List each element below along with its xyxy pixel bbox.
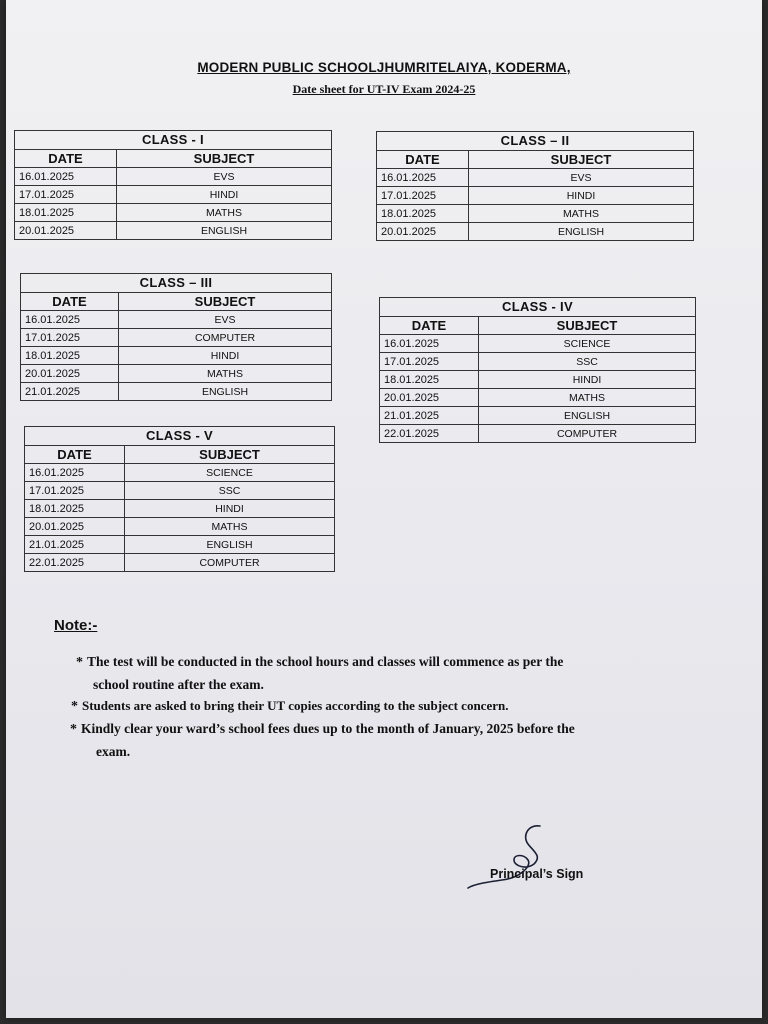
table-row <box>15 168 332 186</box>
exam-date: 16.01.2025 <box>25 464 125 482</box>
note-text: Students are asked to bring their UT copies according to the subject concern. <box>82 698 509 713</box>
exam-subject: COMPUTER <box>125 554 335 572</box>
table-row <box>15 222 332 240</box>
subject-header: SUBJECT <box>125 446 335 464</box>
exam-subject: HINDI <box>479 371 696 389</box>
table-row <box>15 204 332 222</box>
exam-subject: ENGLISH <box>117 222 332 240</box>
exam-subject: SSC <box>479 353 696 371</box>
exam-date: 18.01.2025 <box>25 500 125 518</box>
exam-subject: MATHS <box>119 365 332 383</box>
date-header: DATE <box>21 293 119 311</box>
table-row <box>380 353 696 371</box>
exam-date: 17.01.2025 <box>25 482 125 500</box>
table-row <box>21 329 332 347</box>
exam-subject: EVS <box>119 311 332 329</box>
exam-date: 16.01.2025 <box>15 168 117 186</box>
table-row <box>380 425 696 443</box>
principal-sign-label: Principal’s Sign <box>490 867 584 881</box>
date-sheet-title: Date sheet for UT-IV Exam 2024-25 <box>292 82 476 96</box>
subject-header: SUBJECT <box>117 150 332 168</box>
class-4-table <box>379 297 696 443</box>
class-title: CLASS – II <box>377 132 694 151</box>
exam-date: 20.01.2025 <box>377 223 469 241</box>
subject-header: SUBJECT <box>119 293 332 311</box>
table-row <box>377 187 694 205</box>
exam-date: 17.01.2025 <box>15 186 117 204</box>
exam-date: 22.01.2025 <box>25 554 125 572</box>
note-item-continuation <box>96 744 130 760</box>
table-row <box>377 223 694 241</box>
class-2-table <box>376 131 694 241</box>
exam-subject: MATHS <box>117 204 332 222</box>
school-name: MODERN PUBLIC SCHOOLJHUMRITELAIYA, KODERMA, <box>197 60 571 75</box>
exam-date: 20.01.2025 <box>15 222 117 240</box>
exam-date: 21.01.2025 <box>25 536 125 554</box>
exam-date: 16.01.2025 <box>377 169 469 187</box>
table-row <box>21 347 332 365</box>
exam-subject: HINDI <box>119 347 332 365</box>
exam-date: 18.01.2025 <box>21 347 119 365</box>
note-text: exam. <box>96 744 131 759</box>
note-text: The test will be conducted in the school hours and classes will commence as per the <box>87 654 564 669</box>
note-item-continuation <box>93 677 264 693</box>
asterisk-bullet: * <box>70 722 77 737</box>
exam-date: 16.01.2025 <box>21 311 119 329</box>
table-row <box>21 383 332 401</box>
note-heading: Note:- <box>54 617 98 634</box>
exam-date: 18.01.2025 <box>15 204 117 222</box>
exam-date: 20.01.2025 <box>25 518 125 536</box>
exam-date: 18.01.2025 <box>380 371 479 389</box>
subject-header: SUBJECT <box>479 317 696 335</box>
table-row <box>380 389 696 407</box>
table-row <box>380 335 696 353</box>
table-row <box>377 205 694 223</box>
exam-subject: ENGLISH <box>125 536 335 554</box>
class-title: CLASS - V <box>25 427 335 446</box>
exam-subject: HINDI <box>125 500 335 518</box>
exam-date: 17.01.2025 <box>377 187 469 205</box>
note-text: Kindly clear your ward’s school fees dues up to the month of January, 2025 before the <box>81 721 575 736</box>
handwritten-signature <box>462 822 572 892</box>
exam-subject: SCIENCE <box>479 335 696 353</box>
table-row <box>21 311 332 329</box>
exam-date: 20.01.2025 <box>21 365 119 383</box>
class-title: CLASS - I <box>15 131 332 150</box>
note-item <box>70 721 575 738</box>
note-item <box>76 654 563 671</box>
exam-date: 16.01.2025 <box>380 335 479 353</box>
class-title: CLASS - IV <box>380 298 696 317</box>
table-row <box>377 169 694 187</box>
date-header: DATE <box>380 317 479 335</box>
class-5-table <box>24 426 335 572</box>
date-header: DATE <box>377 151 469 169</box>
exam-subject: HINDI <box>469 187 694 205</box>
date-header: DATE <box>15 150 117 168</box>
exam-subject: SSC <box>125 482 335 500</box>
exam-date: 17.01.2025 <box>21 329 119 347</box>
exam-subject: ENGLISH <box>479 407 696 425</box>
asterisk-bullet: * <box>71 699 78 714</box>
note-item <box>71 698 508 715</box>
exam-subject: HINDI <box>117 186 332 204</box>
exam-subject: ENGLISH <box>469 223 694 241</box>
exam-subject: COMPUTER <box>119 329 332 347</box>
exam-subject: ENGLISH <box>119 383 332 401</box>
table-row <box>25 482 335 500</box>
exam-subject: MATHS <box>479 389 696 407</box>
exam-date: 22.01.2025 <box>380 425 479 443</box>
exam-date: 18.01.2025 <box>377 205 469 223</box>
class-title: CLASS – III <box>21 274 332 293</box>
exam-subject: COMPUTER <box>479 425 696 443</box>
exam-subject: MATHS <box>469 205 694 223</box>
exam-date: 17.01.2025 <box>380 353 479 371</box>
table-row <box>25 536 335 554</box>
exam-date: 20.01.2025 <box>380 389 479 407</box>
table-row <box>380 407 696 425</box>
subject-header: SUBJECT <box>469 151 694 169</box>
exam-subject: EVS <box>117 168 332 186</box>
table-row <box>25 554 335 572</box>
table-row <box>21 365 332 383</box>
table-row <box>25 464 335 482</box>
asterisk-bullet: * <box>76 655 83 670</box>
exam-subject: SCIENCE <box>125 464 335 482</box>
table-row <box>25 518 335 536</box>
class-1-table <box>14 130 332 240</box>
table-row <box>25 500 335 518</box>
note-text: school routine after the exam. <box>93 677 264 692</box>
table-row <box>380 371 696 389</box>
exam-date: 21.01.2025 <box>21 383 119 401</box>
table-row <box>15 186 332 204</box>
exam-date: 21.01.2025 <box>380 407 479 425</box>
class-3-table <box>20 273 332 401</box>
exam-subject: MATHS <box>125 518 335 536</box>
date-header: DATE <box>25 446 125 464</box>
exam-subject: EVS <box>469 169 694 187</box>
